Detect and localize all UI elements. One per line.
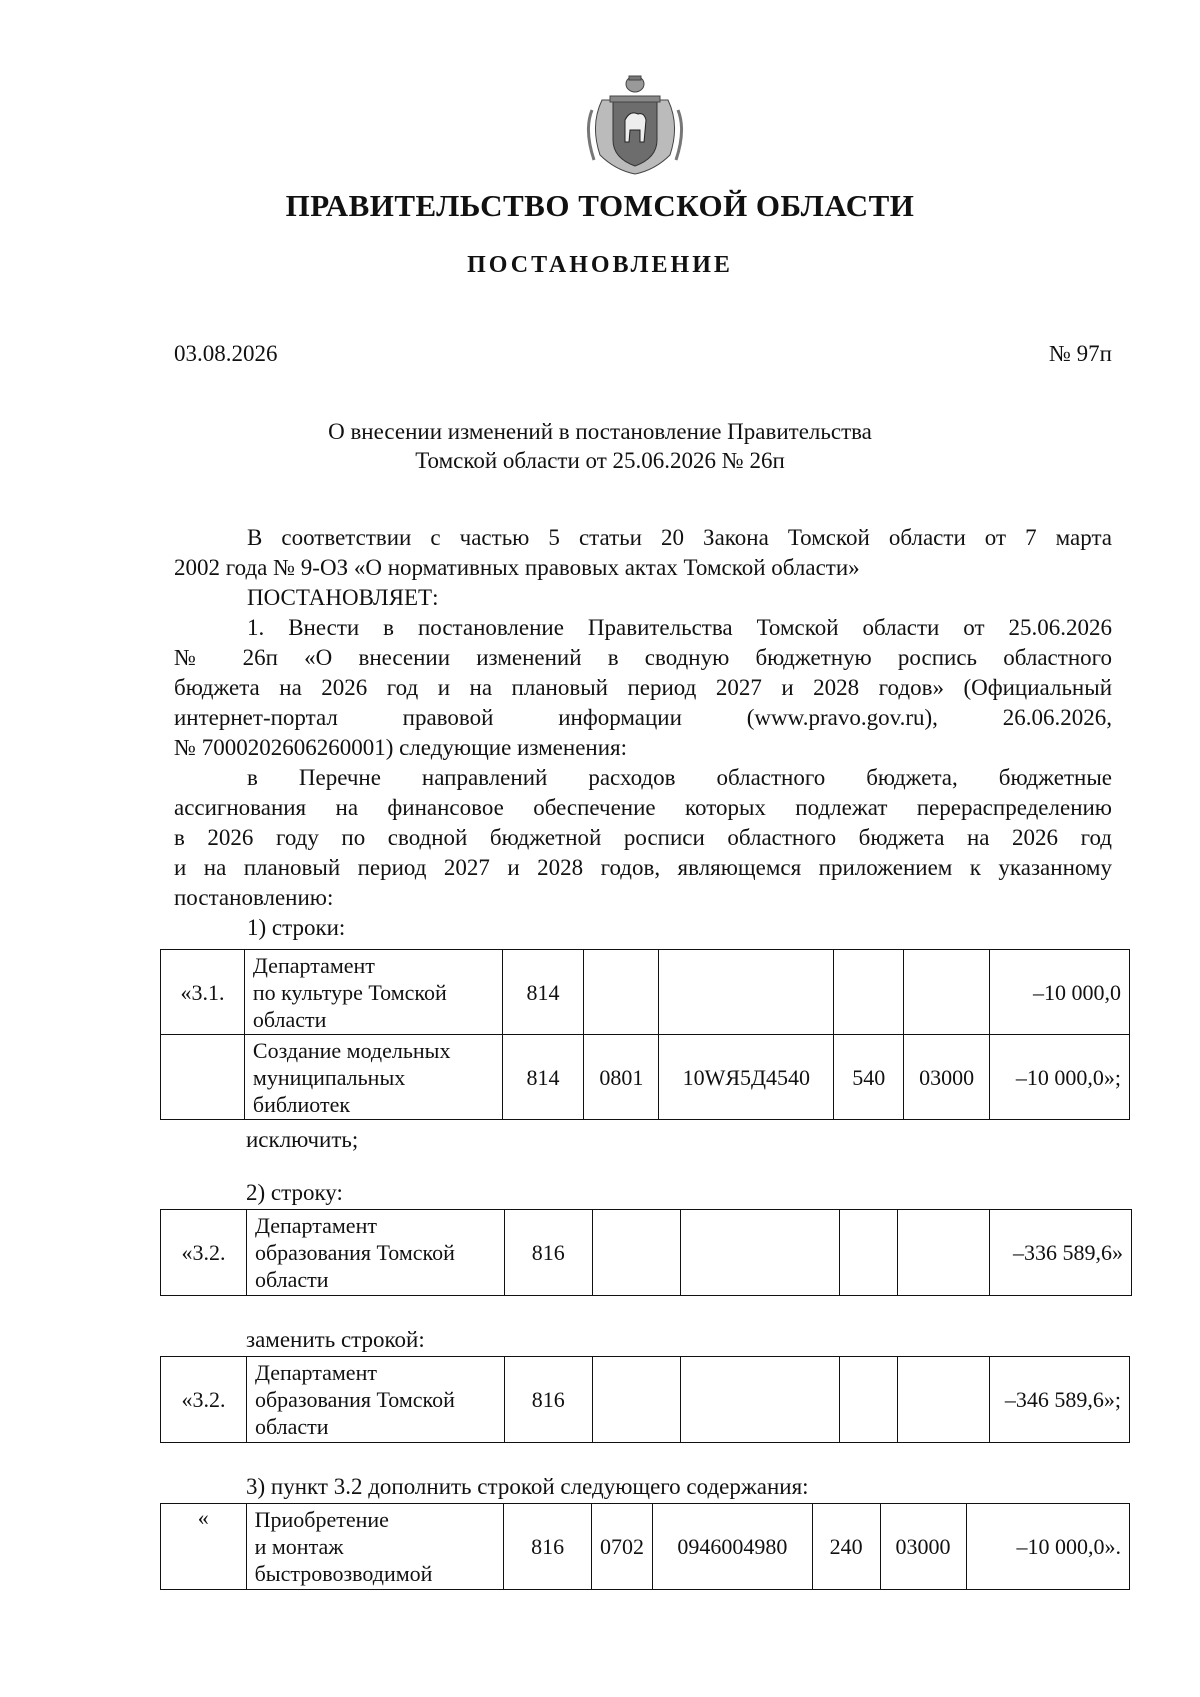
table-row <box>161 1035 1130 1120</box>
exclude-label: исключить; <box>246 1127 359 1152</box>
row-section <box>592 1357 680 1443</box>
row-type <box>834 950 904 1035</box>
table-row <box>161 1357 1130 1443</box>
document-type: ПОСТАНОВЛЕНИЕ <box>467 252 733 278</box>
row-target <box>659 950 834 1035</box>
item-label: 1) строки: <box>247 915 346 940</box>
row-code: 814 <box>502 1035 584 1120</box>
row-type: 540 <box>834 1035 904 1120</box>
amendment-table-3 <box>160 1356 1130 1443</box>
row-amount: –336 589,6» <box>990 1210 1132 1296</box>
row-extra <box>898 1357 990 1443</box>
row-section <box>592 1210 680 1296</box>
table-row <box>161 1210 1132 1296</box>
row-type <box>840 1357 898 1443</box>
body-line: ассигнования на финансовое обеспечение которых подлежат перераспределению <box>174 795 1112 820</box>
subject-line: Томской области от 25.06.2026 № 26п <box>415 448 785 473</box>
item-label: 3) пункт 3.2 дополнить строкой следующего содержания: <box>246 1474 809 1499</box>
row-name: Департамент образования Томской области <box>246 1210 504 1296</box>
table-row <box>161 1504 1130 1590</box>
row-target: 0946004980 <box>652 1504 812 1590</box>
row-amount: –10 000,0»; <box>990 1035 1130 1120</box>
government-name: ПРАВИТЕЛЬСТВО ТОМСКОЙ ОБЛАСТИ <box>285 188 915 223</box>
body-line: и на плановый период 2027 и 2028 годов, являющемся приложением к указанному <box>174 855 1112 880</box>
replace-label: заменить строкой: <box>246 1327 425 1352</box>
row-section: 0801 <box>584 1035 659 1120</box>
body-line: 1. Внести в постановление Правительства Томской области от 25.06.2026 <box>247 615 1112 640</box>
row-name: Департамент по культуре Томской области <box>244 950 502 1035</box>
row-number: «3.2. <box>161 1357 247 1443</box>
row-extra: 03000 <box>904 1035 990 1120</box>
row-amount: –10 000,0». <box>966 1504 1130 1590</box>
row-amount: –346 589,6»; <box>990 1357 1130 1443</box>
document-subject <box>0 417 1200 475</box>
row-code: 816 <box>504 1357 592 1443</box>
row-target <box>680 1357 840 1443</box>
row-number <box>161 1035 245 1120</box>
row-name: Приобретение и монтаж быстровозводимой <box>246 1504 504 1590</box>
row-target <box>680 1210 840 1296</box>
row-type <box>840 1210 898 1296</box>
body-line: бюджета на 2026 год и на плановый период 2027 и 2028 годов» (Официальный <box>174 675 1112 700</box>
document-number: № 97п <box>1048 341 1112 366</box>
body-line: 2002 года № 9-ОЗ «О нормативных правовых актах Томской области» <box>174 555 860 580</box>
row-code: 814 <box>502 950 584 1035</box>
row-extra: 03000 <box>880 1504 966 1590</box>
row-code: 816 <box>504 1504 592 1590</box>
row-section: 0702 <box>591 1504 652 1590</box>
coat-of-arms-icon <box>580 70 690 180</box>
resolves-word: ПОСТАНОВЛЯЕТ: <box>247 585 439 610</box>
row-extra <box>898 1210 990 1296</box>
row-name: Создание модельных муниципальных библиотек <box>244 1035 502 1120</box>
body-line: в Перечне направлений расходов областного бюджета, бюджетные <box>247 765 1112 790</box>
body-line: интернет-портал правовой информации (www.pravo.gov.ru), 26.06.2026, <box>174 705 1112 730</box>
row-code: 816 <box>504 1210 592 1296</box>
row-name: Департамент образования Томской области <box>246 1357 504 1443</box>
table-row <box>161 950 1130 1035</box>
row-extra <box>904 950 990 1035</box>
row-number: «3.1. <box>161 950 245 1035</box>
document-date: 03.08.2026 <box>174 341 278 366</box>
row-number: «3.2. <box>161 1210 247 1296</box>
body-line: В соответствии с частью 5 статьи 20 Закона Томской области от 7 марта <box>247 525 1112 550</box>
body-line: постановлению: <box>174 885 334 910</box>
amendment-table-1 <box>160 949 1130 1120</box>
body-line: в 2026 году по сводной бюджетной росписи областного бюджета на 2026 год <box>174 825 1112 850</box>
row-section <box>584 950 659 1035</box>
body-line: № 7000202606260001) следующие изменения: <box>174 735 627 760</box>
row-number: « <box>161 1504 247 1590</box>
amendment-table-2 <box>160 1209 1132 1296</box>
item-label: 2) строку: <box>246 1180 343 1205</box>
row-target: 10WЯ5Д4540 <box>659 1035 834 1120</box>
body-line: № 26п «О внесении изменений в сводную бюджетную роспись областного <box>174 645 1112 670</box>
amendment-table-4 <box>160 1503 1130 1590</box>
subject-line: О внесении изменений в постановление Правительства <box>328 419 872 444</box>
preamble <box>174 523 1112 943</box>
row-amount: –10 000,0 <box>990 950 1130 1035</box>
row-type: 240 <box>812 1504 880 1590</box>
